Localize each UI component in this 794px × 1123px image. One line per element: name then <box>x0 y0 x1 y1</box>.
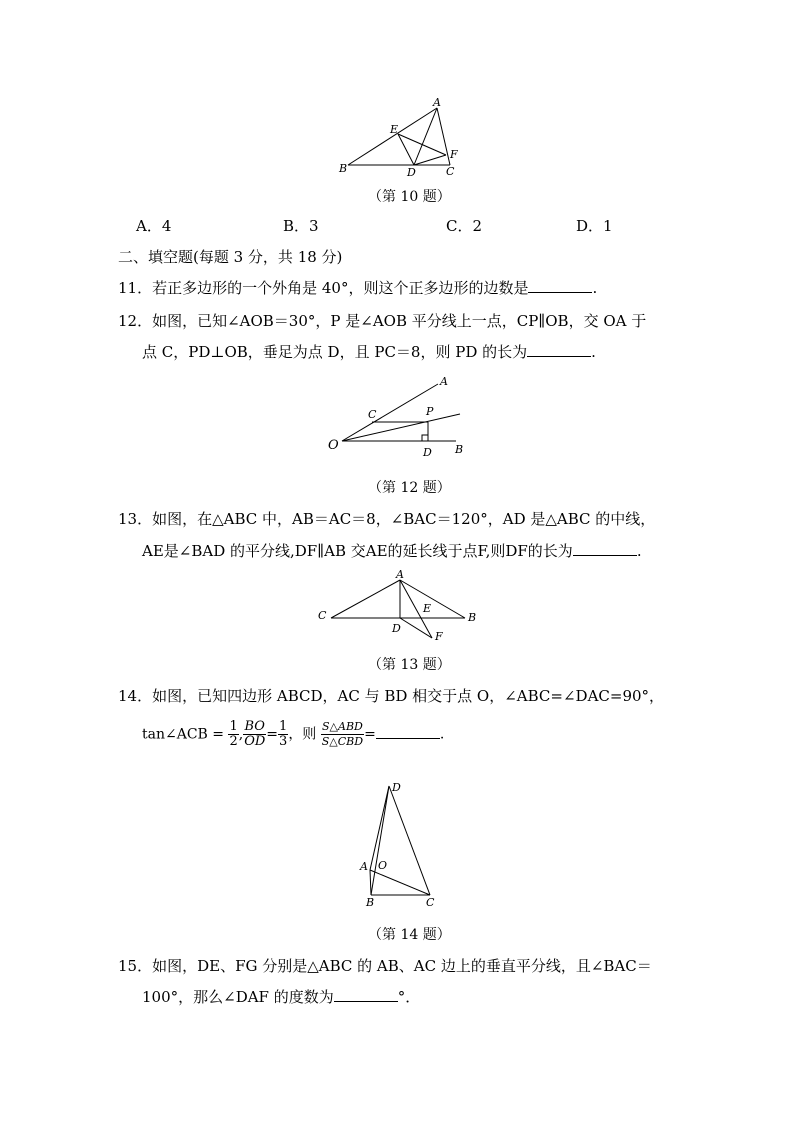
q13-tail: . <box>636 542 642 560</box>
q11-text: 11．若正多边形的一个外角是 40°，则这个正多边形的边数是 <box>118 279 529 297</box>
q10-label-e: E <box>390 123 399 136</box>
q10-option-a: A．4 <box>136 217 172 235</box>
section-heading: 二、填空题(每题 3 分，共 18 分) <box>118 248 343 266</box>
q15-line2 <box>142 987 420 1007</box>
q12-caption: （第 12 题） <box>368 480 451 496</box>
q12-label-o: O <box>328 438 339 453</box>
q14-fraction-1: $\frac{1}{2}$ <box>229 719 238 749</box>
q13-label-d: D <box>392 622 401 635</box>
q15-answer-blank <box>334 987 398 1002</box>
q12-line1: 12．如图，已知∠AOB＝30°，P 是∠AOB 平分线上一点，CP∥OB，交 OA 于 <box>118 312 647 330</box>
q13-label-c: C <box>318 609 327 622</box>
q12-label-c: C <box>368 408 377 421</box>
q14-fraction-2: $\frac{1}{3}$ <box>279 719 288 749</box>
q15-tail: °． <box>397 988 421 1006</box>
q10-label-f: F <box>450 148 458 161</box>
q13-label-f: F <box>435 630 443 643</box>
q12-label-p: P <box>426 405 434 418</box>
q15-line1: 15．如图，DE、FG 分别是△ABC 的 AB、AC 边上的垂直平分线，且∠BAC＝ <box>118 957 652 975</box>
q10-option-c: C．2 <box>446 217 483 235</box>
q14-ze: ，则 <box>288 726 317 743</box>
q14-label-a: A <box>360 860 368 873</box>
q14-label-b: B <box>366 896 375 909</box>
q14-line2: tan∠ACB = $\frac{1}{2}$ , $\frac{BO}{OD}$ = $\frac{1}{3}$ ，则 $\frac{\text{S△ABD}}{\text{S△CBD}}$ = . <box>142 719 445 749</box>
q14-tail: . <box>439 726 445 743</box>
q10-option-d: D．1 <box>576 217 613 235</box>
q14-line1: 14．如图，已知四边形 ABCD，AC 与 BD 相交于点 O，∠ABC=∠DAC=90°， <box>118 687 665 705</box>
q14-area-ratio: $\frac{\text{S△ABD}}{\text{S△CBD}}$ <box>321 720 364 748</box>
q13-line1: 13．如图，在△ABC 中，AB＝AC＝8，∠BAC＝120°，AD 是△ABC 的中线， <box>118 510 656 528</box>
q14-caption: （第 14 题） <box>368 927 451 943</box>
q14-tan-prefix: tan∠ACB = <box>142 726 225 743</box>
q13-text: AE是∠BAD 的平分线,DF∥AB 交AE的延长线于点F,则DF的长为 <box>142 542 573 560</box>
q10-label-c: C <box>446 165 455 178</box>
q10-caption: （第 10 题） <box>368 189 451 205</box>
q10-label-b: B <box>339 162 348 175</box>
q10-label-d: D <box>407 166 416 179</box>
q12-text: 点 C，PD⊥OB，垂足为点 D，且 PC＝8，则 PD 的长为 <box>142 343 528 361</box>
q13-label-b: B <box>468 611 477 624</box>
q13-caption: （第 13 题） <box>368 657 451 673</box>
q10-option-b: B．3 <box>283 217 319 235</box>
q13-label-a: A <box>396 568 404 581</box>
q10-label-a: A <box>433 96 441 109</box>
q14-label-o: O <box>378 859 388 872</box>
q14-label-c: C <box>426 896 435 909</box>
q12-tail: . <box>591 343 596 361</box>
q13-label-e: E <box>423 602 432 615</box>
q11-tail: . <box>592 279 598 297</box>
q12-label-a: A <box>440 375 448 388</box>
q14-fraction-bo-od: $\frac{BO}{OD}$ <box>244 719 266 749</box>
q15-text: 100°，那么∠DAF 的度数为 <box>142 988 334 1006</box>
q14-equals: = <box>364 726 376 743</box>
q12-label-b: B <box>455 443 464 456</box>
q12-label-d: D <box>423 446 432 459</box>
q14-label-d: D <box>392 781 401 794</box>
